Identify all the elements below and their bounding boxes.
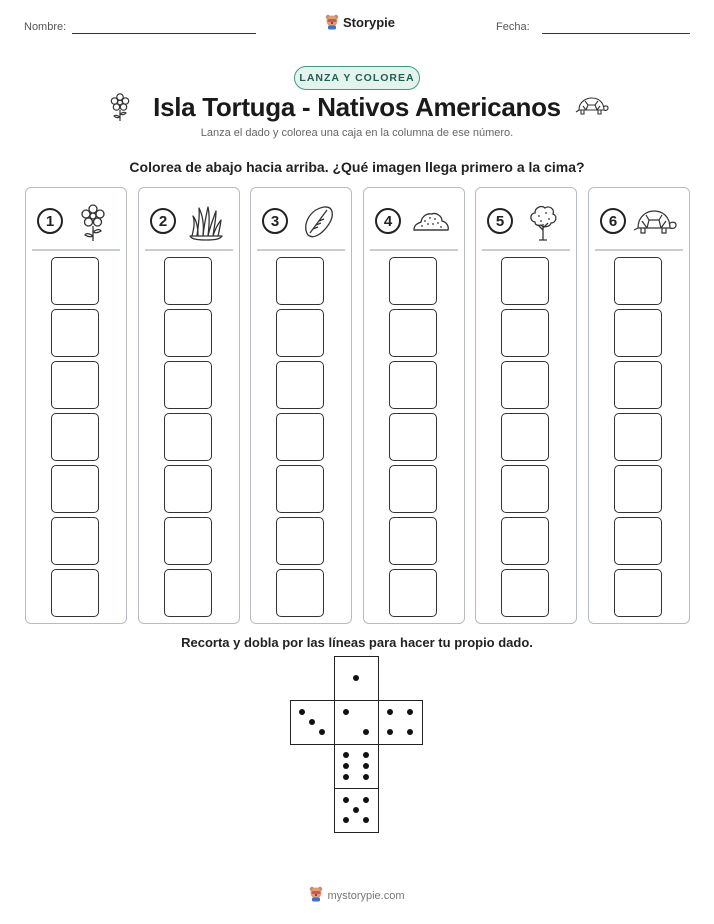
- page-title: Isla Tortuga - Nativos Americanos: [153, 92, 561, 122]
- color-box[interactable]: [164, 413, 212, 461]
- column-3: [250, 187, 352, 624]
- column-header: [139, 188, 239, 250]
- column-6: [588, 187, 690, 624]
- color-box[interactable]: [501, 465, 549, 513]
- color-box[interactable]: [389, 465, 437, 513]
- name-label: Nombre:: [24, 21, 67, 33]
- name-line[interactable]: [72, 33, 256, 34]
- color-box[interactable]: [276, 465, 324, 513]
- column-header: [26, 188, 126, 250]
- color-box[interactable]: [501, 309, 549, 357]
- color-box[interactable]: [389, 361, 437, 409]
- column-4: [363, 187, 465, 624]
- column-divider: [482, 249, 570, 251]
- color-box[interactable]: [501, 361, 549, 409]
- color-box[interactable]: [164, 257, 212, 305]
- bear-icon: [325, 14, 339, 30]
- color-box[interactable]: [501, 569, 549, 617]
- color-box[interactable]: [501, 413, 549, 461]
- dice-face-6: [334, 744, 379, 789]
- color-box[interactable]: [51, 465, 99, 513]
- instruction-text: Colorea de abajo hacia arriba. ¿Qué imagen llega primero a la cima?: [129, 159, 585, 175]
- seed-icon: [298, 202, 338, 242]
- color-box[interactable]: [614, 309, 662, 357]
- column-number: 5: [487, 208, 513, 234]
- color-box[interactable]: [276, 361, 324, 409]
- column-number: 1: [37, 208, 63, 234]
- date-line[interactable]: [542, 33, 690, 34]
- color-box[interactable]: [614, 257, 662, 305]
- color-box[interactable]: [501, 257, 549, 305]
- column-header: [476, 188, 576, 250]
- color-box[interactable]: [51, 257, 99, 305]
- color-box[interactable]: [614, 361, 662, 409]
- color-box[interactable]: [389, 257, 437, 305]
- color-box[interactable]: [164, 517, 212, 565]
- flower-icon: [73, 202, 113, 242]
- column-number: 2: [150, 208, 176, 234]
- color-box[interactable]: [164, 361, 212, 409]
- color-box[interactable]: [51, 517, 99, 565]
- dice-instruction: Recorta y dobla por las líneas para hacer tu propio dado.: [181, 635, 533, 650]
- dice-face-2: [334, 700, 379, 745]
- column-header: [589, 188, 689, 250]
- column-divider: [370, 249, 458, 251]
- color-box[interactable]: [51, 361, 99, 409]
- column-header: [251, 188, 351, 250]
- color-box[interactable]: [614, 465, 662, 513]
- column-header: [364, 188, 464, 250]
- date-label: Fecha:: [496, 21, 530, 33]
- footer: [0, 886, 714, 905]
- column-divider: [145, 249, 233, 251]
- brand-name: Storypie: [343, 14, 396, 30]
- column-2: [138, 187, 240, 624]
- color-box[interactable]: [276, 413, 324, 461]
- turtle-icon: [633, 202, 677, 242]
- dice-face-3: [290, 700, 335, 745]
- color-box[interactable]: [276, 309, 324, 357]
- color-box[interactable]: [164, 465, 212, 513]
- color-box[interactable]: [389, 309, 437, 357]
- color-box[interactable]: [389, 517, 437, 565]
- brand-logo: [325, 14, 395, 30]
- column-number: 6: [600, 208, 626, 234]
- color-box[interactable]: [389, 413, 437, 461]
- footer-url[interactable]: mystorypie.com: [327, 889, 405, 902]
- color-box[interactable]: [51, 569, 99, 617]
- column-number: 3: [262, 208, 288, 234]
- turtle-icon: [575, 95, 609, 124]
- activity-badge: LANZA Y COLOREA: [294, 66, 420, 90]
- page-subtitle: Lanza el dado y colorea una caja en la columna de ese número.: [200, 127, 514, 139]
- color-box[interactable]: [276, 257, 324, 305]
- color-box[interactable]: [614, 413, 662, 461]
- color-box[interactable]: [614, 569, 662, 617]
- rock-pile-icon: [411, 202, 451, 242]
- dice-face-4: [378, 700, 423, 745]
- color-box[interactable]: [389, 569, 437, 617]
- color-box[interactable]: [164, 569, 212, 617]
- color-box[interactable]: [276, 569, 324, 617]
- color-box[interactable]: [501, 517, 549, 565]
- column-divider: [595, 249, 683, 251]
- column-1: [25, 187, 127, 624]
- color-box[interactable]: [164, 309, 212, 357]
- color-box[interactable]: [276, 517, 324, 565]
- bear-icon: [309, 886, 323, 905]
- column-divider: [257, 249, 345, 251]
- tree-icon: [523, 202, 563, 242]
- dice-face-5: [334, 788, 379, 833]
- grass-icon: [186, 202, 226, 242]
- column-number: 4: [375, 208, 401, 234]
- color-box[interactable]: [614, 517, 662, 565]
- column-5: [475, 187, 577, 624]
- color-box[interactable]: [51, 309, 99, 357]
- color-box[interactable]: [51, 413, 99, 461]
- column-divider: [32, 249, 120, 251]
- dice-face-1: [334, 656, 379, 701]
